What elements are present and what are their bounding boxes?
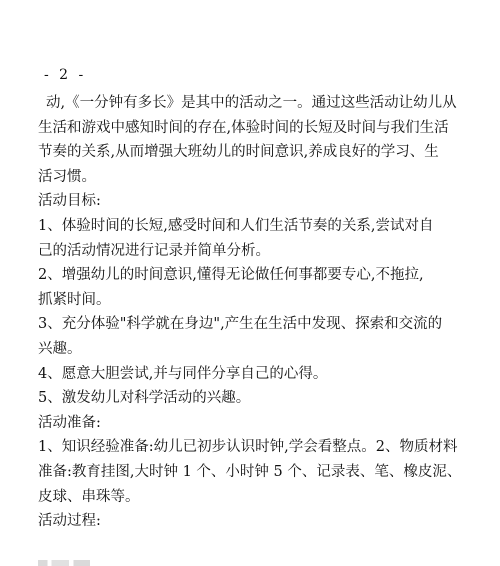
text-line: 动,《一分钟有多长》是其中的活动之一。通过这些活动让幼儿从 xyxy=(46,95,457,111)
text-line: 准备:教育挂图,大时钟 1 个、小时钟 5 个、记录表、笔、橡皮泥、 xyxy=(38,463,462,480)
document-body xyxy=(38,91,468,534)
section-heading-process: 活动过程: xyxy=(38,513,101,530)
text-line: 1、知识经验准备:幼儿已初步认识时钟,学会看整点。2、物质材料 xyxy=(38,439,458,456)
text-line: 皮球、串珠等。 xyxy=(38,488,140,505)
text-line: 活习惯。 xyxy=(38,168,96,185)
cut-off-text-fragment xyxy=(38,556,118,566)
text-line: 节奏的关系,从而增强大班幼儿的时间意识,养成良好的学习、生 xyxy=(38,144,439,161)
section-heading-goals: 活动目标: xyxy=(38,193,101,210)
text-line: 己的活动情况进行记录并简单分析。 xyxy=(38,242,270,259)
text-line: 抓紧时间。 xyxy=(38,291,111,308)
text-line: 兴趣。 xyxy=(38,340,82,357)
text-line: 1、体验时间的长短,感受时间和人们生活节奏的关系,尝试对自 xyxy=(38,217,434,234)
text-line: 2、增强幼儿的时间意识,懂得无论做任何事都要专心,不拖拉, xyxy=(38,267,424,284)
section-heading-preparation: 活动准备: xyxy=(38,414,101,431)
text-line: 3、充分体验"科学就在身边",产生在生活中发现、探索和交流的 xyxy=(38,316,443,333)
text-line: 4、愿意大胆尝试,并与同伴分享自己的心得。 xyxy=(38,365,328,382)
page-number: - 2 - xyxy=(44,67,87,83)
text-line: 5、激发幼儿对科学活动的兴趣。 xyxy=(38,390,251,407)
text-line: 生活和游戏中感知时间的存在,体验时间的长短及时间与我们生活 xyxy=(38,119,449,136)
